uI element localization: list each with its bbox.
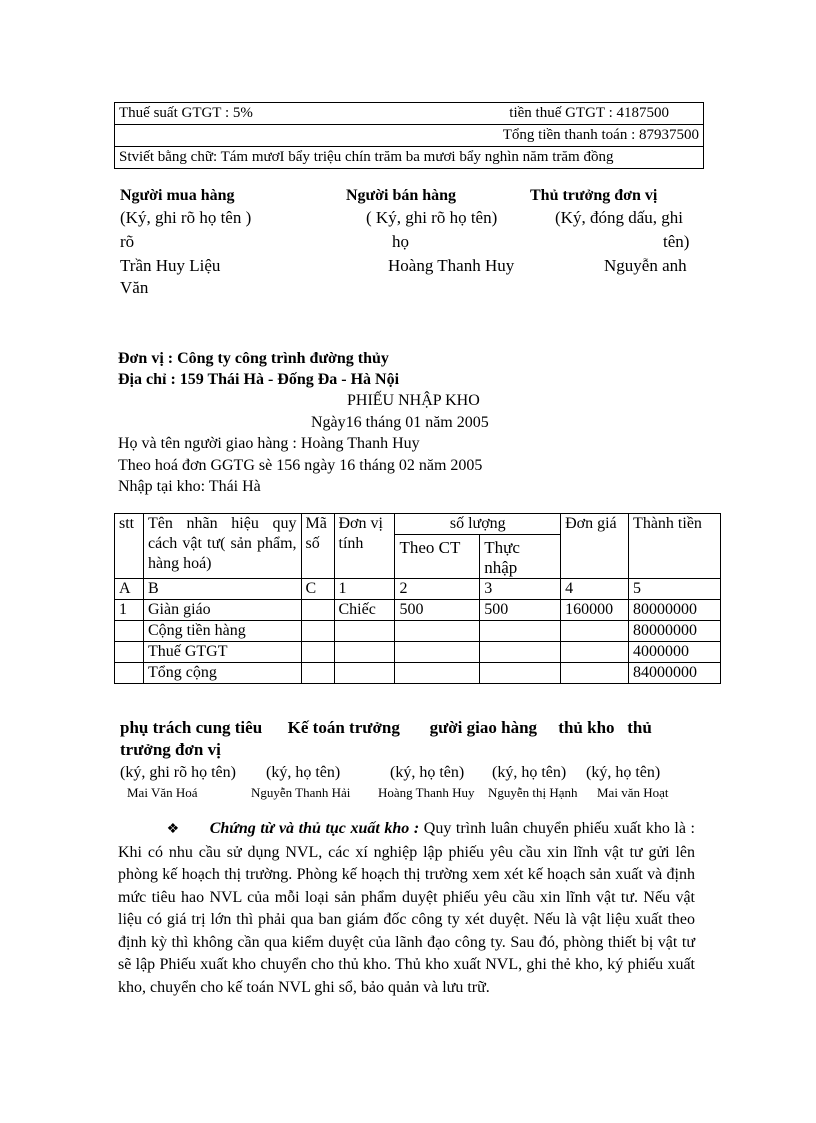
signer-name: Nguyễn Thanh Hải xyxy=(251,785,351,800)
table-cell xyxy=(480,642,561,663)
signer-name: Mai Văn Hoá xyxy=(127,785,198,800)
head-note: (Ký, đóng dấu, ghi xyxy=(555,208,683,227)
table-cell: 5 xyxy=(629,579,721,600)
table-cell: C xyxy=(301,579,334,600)
signer-name: Hoàng Thanh Huy xyxy=(378,785,475,800)
table-cell: 500 xyxy=(395,600,480,621)
signature-note: (ký, họ tên) xyxy=(492,764,567,781)
table-cell: 84000000 xyxy=(629,663,721,684)
table-cell xyxy=(480,663,561,684)
warehouse-line: Nhập tại kho: Thái Hà xyxy=(118,478,261,495)
signer-name: Nguyễn thị Hạnh xyxy=(488,785,578,800)
signer-name: Mai văn Hoạt xyxy=(597,785,669,800)
table-cell xyxy=(334,642,395,663)
table-cell: Tổng cộng xyxy=(143,663,301,684)
table-header-row xyxy=(115,514,721,535)
table-cell: A xyxy=(115,579,144,600)
table-cell: 80000000 xyxy=(629,600,721,621)
table-cell xyxy=(301,600,334,621)
table-cell: 80000000 xyxy=(629,621,721,642)
unit-address: Địa chỉ : 159 Thái Hà - Đống Đa - Hà Nội xyxy=(118,371,400,388)
table-cell xyxy=(115,642,144,663)
header-price: Đơn giá xyxy=(561,514,629,579)
table-cell: 4 xyxy=(561,579,629,600)
signature-note: (ký, họ tên) xyxy=(390,764,465,781)
vat-row xyxy=(115,103,704,125)
table-cell xyxy=(395,663,480,684)
table-cell xyxy=(561,663,629,684)
payment-summary-box xyxy=(114,102,704,169)
header-item-name: Tên nhãn hiệu quy cách vật tư( sản phẩm, hàng hoá) xyxy=(143,514,301,579)
column-code-row xyxy=(115,579,721,600)
seller-title: Người bán hàng xyxy=(346,187,457,204)
buyer-note: (Ký, ghi rõ họ tên ) xyxy=(120,208,252,227)
header-amount: Thành tiền xyxy=(629,514,721,579)
table-cell: 160000 xyxy=(561,600,629,621)
table-row xyxy=(115,642,721,663)
table-row xyxy=(115,663,721,684)
signature-note: (ký, họ tên) xyxy=(266,764,341,781)
table-cell: Cộng tiền hàng xyxy=(143,621,301,642)
header-code: Mã số xyxy=(301,514,334,579)
buyer-title: Người mua hàng xyxy=(120,187,235,204)
unit-name: Đơn vị : Công ty công trình đường thủy xyxy=(118,350,389,367)
table-cell xyxy=(115,663,144,684)
table-row xyxy=(115,621,721,642)
issue-procedure-paragraph xyxy=(118,818,695,999)
seller-note: ( Ký, ghi rõ họ tên) xyxy=(366,208,498,227)
receipt-table xyxy=(114,513,721,684)
table-cell: Giàn giáo xyxy=(143,600,301,621)
section-body: Quy trình luân chuyển phiếu xuất kho là : Khi có nhu cầu sử dụng NVL, các xí nghiệp lập phiếu yêu cầu xin lĩnh vật tư gửi lên phòng kế hoạch thị trường. Phòng kế hoạch thị trường xem xét kế hoạch sản xuất và định mức tiêu hao NVL của mỗi loại sản phẩm duyệt phiếu yêu cầu xin lĩnh vật tư. Nếu vật liệu có giá trị lớn thì phải qua ban giám đốc công ty xét duyệt. Nếu là vật liệu xuất theo định kỳ thì không cần qua kiểm duyệt của lãnh đạo công ty. Sau đó, phòng thiết bị vật tư sẽ lập Phiếu xuất kho chuyển cho thủ kho. Thủ kho xuất NVL, ghi thẻ kho, ký phiếu xuất kho, chuyển cho kế toán NVL ghi sổ, bảo quản và lưu trữ. xyxy=(118,820,696,996)
buyer-name: Trần Huy Liệu xyxy=(120,256,221,275)
signature-titles-2: trưởng đơn vị xyxy=(120,740,221,759)
table-cell xyxy=(115,621,144,642)
table-cell xyxy=(561,642,629,663)
table-cell xyxy=(334,621,395,642)
header-qty-actual: Thực nhập xyxy=(480,535,561,579)
table-cell: 3 xyxy=(480,579,561,600)
table-cell xyxy=(561,621,629,642)
table-cell: Thuế GTGT xyxy=(143,642,301,663)
total-payment: Tổng tiền thanh toán : 87937500 xyxy=(115,125,704,147)
buyer-name-2: Văn xyxy=(120,278,149,297)
table-cell: 4000000 xyxy=(629,642,721,663)
header-qty-doc: Theo CT xyxy=(395,535,480,579)
seller-note-2: họ xyxy=(392,232,409,251)
table-cell: 500 xyxy=(480,600,561,621)
document-date: Ngày16 tháng 01 năm 2005 xyxy=(311,414,489,431)
signature-note: (ký, họ tên) xyxy=(586,764,661,781)
table-cell: B xyxy=(143,579,301,600)
table-cell xyxy=(395,621,480,642)
table-cell xyxy=(301,642,334,663)
vat-amount: tiền thuế GTGT : 4187500 xyxy=(509,105,669,121)
vat-rate: Thuế suất GTGT : 5% xyxy=(119,105,253,121)
table-cell: 1 xyxy=(115,600,144,621)
head-title: Thủ trưởng đơn vị xyxy=(530,187,658,204)
table-cell: Chiếc xyxy=(334,600,395,621)
amount-in-words: Stviết bằng chữ: Tám mươI bẩy triệu chín trăm ba mươi bẩy nghìn năm trăm đồng xyxy=(115,147,704,169)
table-cell: 2 xyxy=(395,579,480,600)
table-cell xyxy=(334,663,395,684)
header-stt: stt xyxy=(115,514,144,579)
section-heading: Chứng từ và thủ tục xuất kho : xyxy=(209,820,420,837)
signature-titles: phụ trách cung tiêu Kế toán trưởng gười giao hàng thủ kho thủ xyxy=(120,718,652,737)
table-cell xyxy=(395,642,480,663)
table-cell xyxy=(480,621,561,642)
table-row xyxy=(115,600,721,621)
head-name: Nguyễn anh xyxy=(604,256,687,275)
invoice-line: Theo hoá đơn GGTG sè 156 ngày 16 tháng 02 năm 2005 xyxy=(118,457,483,474)
deliverer-line: Họ và tên người giao hàng : Hoàng Thanh Huy xyxy=(118,435,420,452)
table-cell xyxy=(301,621,334,642)
bullet-icon: ❖ xyxy=(166,822,180,837)
header-unit: Đơn vị tính xyxy=(334,514,395,579)
buyer-note-2: rõ xyxy=(120,232,135,251)
header-quantity: số lượng xyxy=(395,514,561,535)
table-cell: 1 xyxy=(334,579,395,600)
table-cell xyxy=(301,663,334,684)
document-title: PHIẾU NHẬP KHO xyxy=(347,392,480,409)
seller-name: Hoàng Thanh Huy xyxy=(388,256,515,275)
signature-note: (ký, ghi rõ họ tên) xyxy=(120,764,236,781)
head-note-2: tên) xyxy=(663,232,690,251)
